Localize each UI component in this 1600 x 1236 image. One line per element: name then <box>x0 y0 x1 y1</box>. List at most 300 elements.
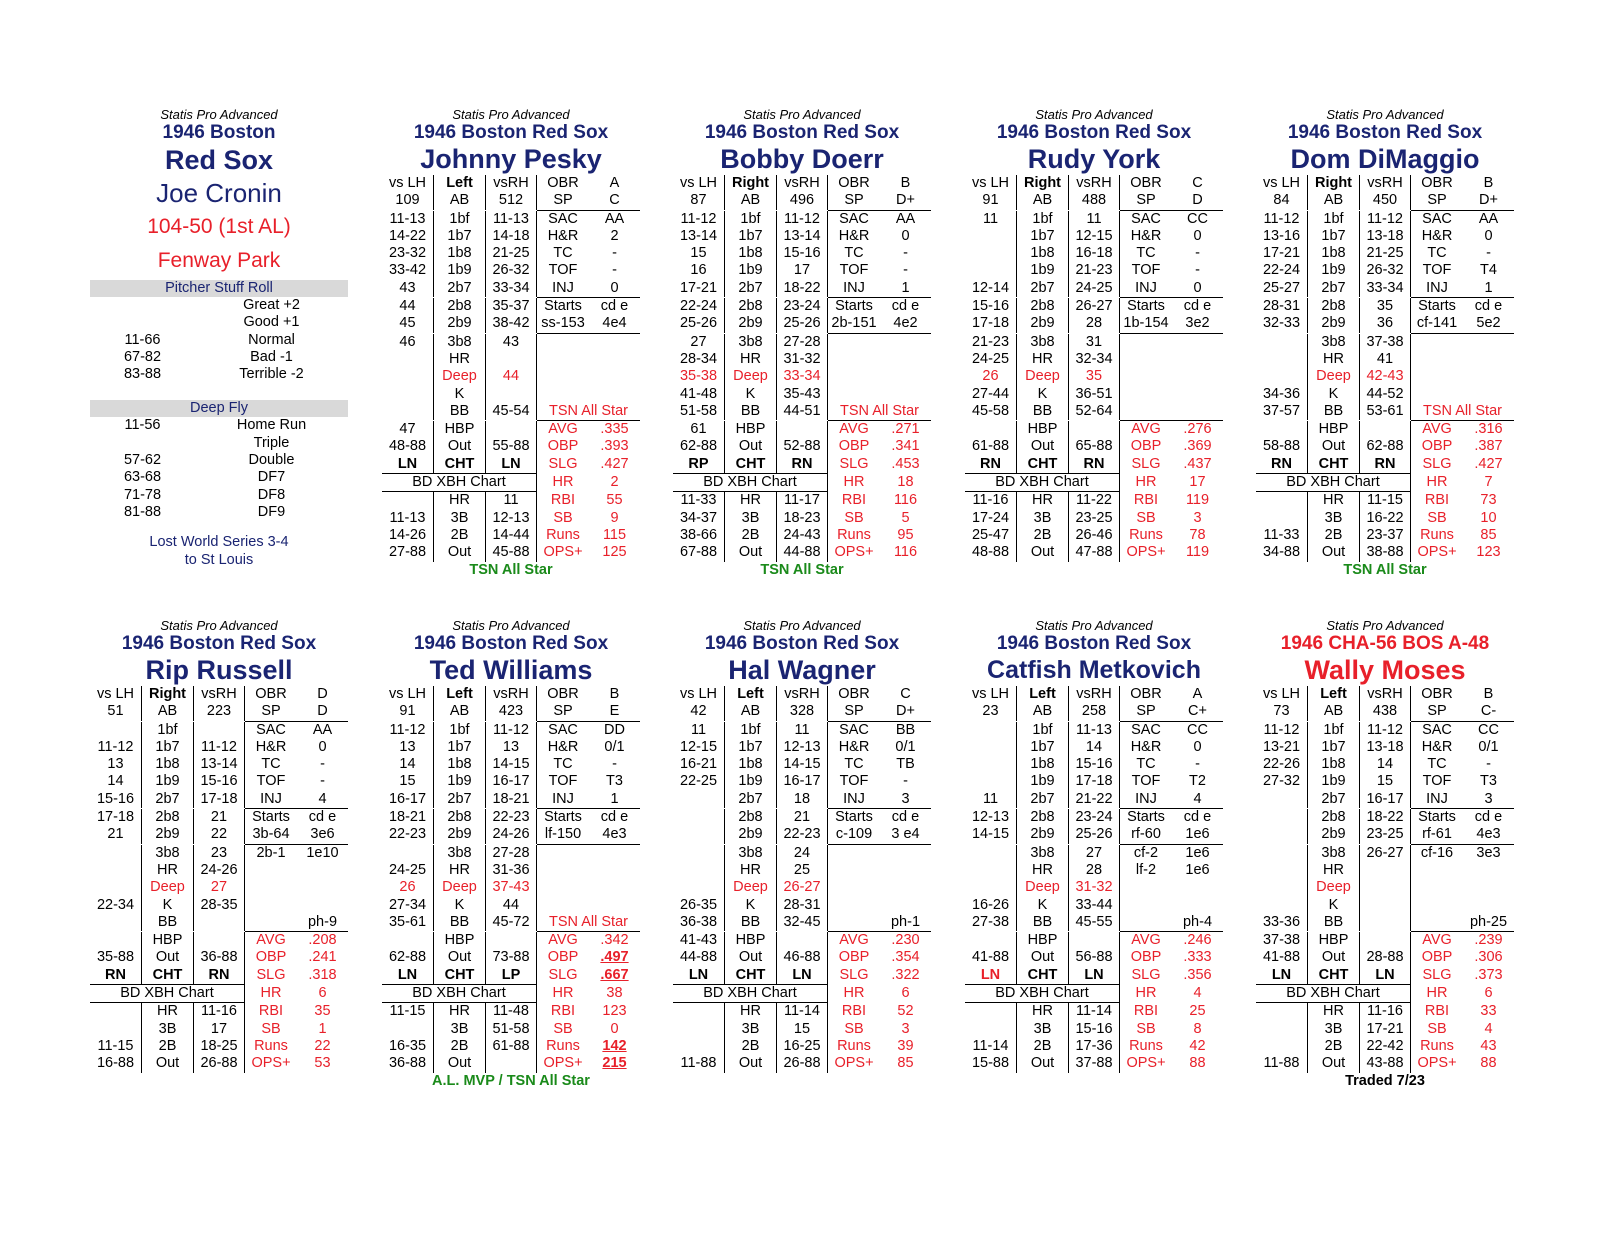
result-label: Out <box>434 544 486 561</box>
lh-range: 25-27 <box>1256 280 1308 297</box>
stat-label: SP <box>245 703 297 721</box>
result-label: 1b9 <box>1017 773 1069 790</box>
lh-range: RN <box>90 967 142 985</box>
rh-range: 38-42 <box>486 315 537 332</box>
result-label: K <box>1308 386 1360 403</box>
stat-value: .427 <box>1474 455 1503 472</box>
result-label: 3B <box>725 510 777 527</box>
lh-range <box>965 932 1017 949</box>
result-label: HR <box>1308 351 1360 368</box>
stat-value <box>880 351 931 368</box>
stat-label: H&R <box>838 227 870 244</box>
rh-range: 36-51 <box>1069 386 1120 403</box>
result-label: Deep <box>434 368 486 385</box>
lh-range: 41-43 <box>673 932 725 949</box>
lh-range <box>673 845 725 862</box>
stat-value: A <box>1192 686 1203 702</box>
stat-value <box>880 368 931 385</box>
card-footer: TSN All Star <box>760 561 844 578</box>
result-label: Out <box>1308 544 1360 561</box>
lh-range: 84 <box>1256 192 1308 209</box>
stat-value: - <box>320 756 325 773</box>
roll-result: Normal <box>248 331 295 348</box>
result-label: BB <box>725 914 777 931</box>
lh-range <box>382 351 434 368</box>
rh-range: 496 <box>777 192 828 209</box>
stat-value: 85 <box>897 1055 914 1072</box>
stat-value: 17 <box>1189 474 1206 491</box>
lh-range: LN <box>382 456 434 474</box>
stat-value: .316 <box>1474 421 1503 438</box>
rh-range: 15 <box>777 1021 828 1038</box>
lh-range: 16-21 <box>673 756 725 773</box>
rh-range: 46-88 <box>777 949 828 966</box>
rh-range: 21-25 <box>1360 245 1411 262</box>
stat-value: 22 <box>314 1037 331 1054</box>
lh-range: 25-47 <box>965 527 1017 544</box>
rh-range: 14-15 <box>486 756 537 773</box>
lh-range: 22-26 <box>1256 756 1308 773</box>
result-label: 2b9 <box>142 826 194 843</box>
lh-range: 42 <box>673 703 725 720</box>
stat-label: SAC <box>548 721 578 738</box>
stat-value <box>589 862 640 879</box>
lh-range: 14-22 <box>382 228 434 245</box>
lh-range: 21 <box>90 826 142 843</box>
result-label: Right <box>725 175 777 192</box>
lh-range: 15 <box>673 245 725 262</box>
stat-value: .342 <box>600 932 629 949</box>
stat-label: Starts <box>1418 809 1456 826</box>
stat-value: .369 <box>1183 438 1212 455</box>
lh-range: 51-58 <box>673 403 725 420</box>
lh-range: 35-38 <box>673 368 725 385</box>
result-label: 3B <box>1308 1021 1360 1038</box>
stat-label: 1b-154 <box>1120 315 1172 333</box>
lh-range: LN <box>1256 967 1308 985</box>
stat-label <box>828 368 880 385</box>
roll-range <box>90 435 195 452</box>
stat-label: SAC <box>839 721 869 738</box>
rh-range: 21 <box>194 809 245 826</box>
stat-grid <box>382 686 640 1073</box>
rh-range: RN <box>1360 456 1411 474</box>
rh-range: 17 <box>777 262 828 279</box>
lh-range: 14 <box>90 773 142 790</box>
stat-label: HR <box>552 474 574 491</box>
result-label: Out <box>1017 544 1069 561</box>
stat-label: c-109 <box>828 826 880 844</box>
result-label: Left <box>1017 686 1069 703</box>
stat-label <box>1120 879 1172 896</box>
roll-result: DF7 <box>257 469 286 486</box>
lh-range: 24-25 <box>965 351 1017 368</box>
stat-label: TOF <box>1131 773 1161 790</box>
result-label: K <box>725 386 777 403</box>
result-label: Out <box>142 1055 194 1072</box>
result-label: 3B <box>434 1021 486 1038</box>
result-label: 3b8 <box>1308 845 1360 862</box>
lh-range <box>965 245 1017 262</box>
result-label: Out <box>725 1055 777 1072</box>
player-card-williams <box>382 618 640 1090</box>
stat-label: OBR <box>1130 686 1162 702</box>
lh-range: vs LH <box>673 175 725 192</box>
stat-label <box>537 862 589 879</box>
stat-label: SP <box>537 703 589 721</box>
lh-range <box>673 862 725 879</box>
lh-range: 11 <box>965 211 1017 228</box>
lh-range <box>673 791 725 808</box>
result-label: Out <box>725 949 777 966</box>
lh-range: 17-24 <box>965 510 1017 527</box>
result-label: 2b7 <box>1308 791 1360 808</box>
rh-range <box>1360 879 1411 896</box>
stat-label: OBP <box>547 949 579 966</box>
rh-range: 488 <box>1069 192 1120 209</box>
stat-label: OPS+ <box>1417 544 1457 561</box>
result-label: HR <box>434 1003 486 1020</box>
player-card-dimaggio <box>1256 107 1514 579</box>
stat-label <box>1120 403 1172 421</box>
result-label: Out <box>1308 949 1360 966</box>
stat-value: .208 <box>308 932 337 949</box>
stat-label: OPS+ <box>1417 1055 1457 1072</box>
card-header: Statis Pro Advanced <box>1326 107 1444 122</box>
card-header: Statis Pro Advanced <box>160 618 278 633</box>
lh-range: 37-57 <box>1256 403 1308 420</box>
card-footer: TSN All Star <box>1343 561 1427 578</box>
result-label: 1b7 <box>725 228 777 245</box>
rh-range: 26-32 <box>486 262 537 279</box>
stat-label: Starts <box>252 809 290 826</box>
rh-range: 12-15 <box>1069 228 1120 245</box>
result-label: AB <box>1308 192 1360 209</box>
result-label: HBP <box>1017 932 1069 949</box>
lh-range <box>1256 1003 1308 1020</box>
lh-range <box>382 403 434 420</box>
player-name: Catfish Metkovich <box>987 656 1201 684</box>
lh-range: 15-88 <box>965 1055 1017 1072</box>
stat-label: SB <box>553 1020 573 1037</box>
lh-range: vs LH <box>1256 175 1308 192</box>
lh-range <box>1256 809 1308 826</box>
lh-range: 61-88 <box>965 438 1017 455</box>
stat-label: H&R <box>255 738 287 755</box>
stat-value: cd e <box>1183 809 1212 826</box>
stat-label: TC <box>1427 756 1447 773</box>
result-label: 3B <box>1017 510 1069 527</box>
rh-range: 23-24 <box>777 298 828 315</box>
result-label: AB <box>725 703 777 720</box>
world-series-line2: to St Louis <box>184 552 254 569</box>
lh-range: 14 <box>382 756 434 773</box>
result-label: 3b8 <box>725 845 777 862</box>
result-label: 1bf <box>142 722 194 739</box>
team-name: 1946 Boston Red Sox <box>121 633 317 654</box>
stat-label: TC <box>844 245 864 262</box>
result-label: AB <box>434 192 486 209</box>
result-label: 1b7 <box>1308 228 1360 245</box>
lh-range: 27 <box>673 334 725 351</box>
player-card-metkovich <box>965 618 1223 1073</box>
stat-value: 1 <box>318 1020 327 1037</box>
stat-value: 0 <box>318 738 327 755</box>
rh-range: 32-45 <box>777 914 828 931</box>
stat-value: cd e <box>1474 298 1503 315</box>
lh-range <box>673 879 725 896</box>
lh-range: 22-23 <box>382 826 434 843</box>
rh-range: 55-88 <box>486 438 537 455</box>
rh-range: 27-28 <box>777 334 828 351</box>
stat-label: 2b-151 <box>828 315 880 333</box>
rh-range: 45-55 <box>1069 914 1120 931</box>
rh-range <box>1069 421 1120 438</box>
stat-label: cf-2 <box>1133 844 1159 861</box>
stat-label: SLG <box>1422 966 1452 983</box>
rh-range: 44-52 <box>1360 386 1411 403</box>
lh-range: vs LH <box>965 175 1017 192</box>
rh-range <box>777 932 828 949</box>
result-label: 1b9 <box>1308 262 1360 279</box>
rh-range: 11-14 <box>777 1003 828 1020</box>
result-label: AB <box>434 703 486 720</box>
result-label: 3b8 <box>142 845 194 862</box>
lh-range: 13 <box>382 739 434 756</box>
rh-range: 22-23 <box>777 826 828 843</box>
stat-label: RBI <box>258 1003 284 1020</box>
roll-result: Great +2 <box>243 297 300 313</box>
deep-fly-row <box>90 487 348 504</box>
lh-range: 12-14 <box>965 280 1017 297</box>
stat-value <box>880 845 931 862</box>
stat-value: 4e3 <box>1463 826 1514 844</box>
result-label: HBP <box>1308 421 1360 438</box>
result-label: Out <box>434 949 486 966</box>
result-label: BB <box>1308 403 1360 420</box>
lh-range: 11-33 <box>1256 527 1308 544</box>
stat-label <box>828 386 880 403</box>
rh-range <box>1360 862 1411 879</box>
result-label: HR <box>434 351 486 368</box>
lh-range: 18-21 <box>382 809 434 826</box>
stat-value: 215 <box>602 1055 627 1072</box>
rh-range: 11-16 <box>1360 1003 1411 1020</box>
lh-range <box>1256 791 1308 808</box>
rh-range <box>486 1055 537 1072</box>
lh-range: 11-15 <box>90 1038 142 1055</box>
rh-range: 11-14 <box>1069 1003 1120 1020</box>
rh-range: vsRH <box>777 175 828 192</box>
team-name: 1946 Boston Red Sox <box>996 122 1192 143</box>
player-card-russell <box>90 618 348 1073</box>
stat-label: SB <box>1136 1020 1156 1037</box>
stat-value: 6 <box>901 985 910 1002</box>
stat-label: OBP <box>547 438 579 455</box>
rh-range <box>1360 897 1411 914</box>
stat-label: rf-60 <box>1120 826 1172 844</box>
rh-range: 27 <box>1069 845 1120 862</box>
rh-range: RN <box>1069 456 1120 474</box>
lh-range: 22-24 <box>673 298 725 315</box>
stat-value: 9 <box>610 509 619 526</box>
lh-range: 91 <box>965 192 1017 209</box>
stat-grid <box>90 686 348 1073</box>
card-footer: Traded 7/23 <box>1345 1072 1425 1089</box>
stat-label: OBR <box>1421 686 1453 702</box>
stat-label: TOF <box>1422 773 1452 790</box>
result-label: CHT <box>725 456 777 474</box>
stat-label <box>245 897 297 914</box>
stat-value: 52 <box>897 1003 914 1020</box>
result-label: K <box>434 897 486 914</box>
stat-value <box>1463 351 1514 368</box>
result-label: HBP <box>1017 421 1069 438</box>
stat-value: ph-25 <box>1463 914 1514 932</box>
rh-range: 24-25 <box>1069 280 1120 297</box>
stat-value: CC <box>1187 721 1208 738</box>
lh-range: 62-88 <box>382 949 434 966</box>
result-label: 1b8 <box>1017 756 1069 773</box>
deep-fly-row <box>90 452 348 469</box>
lh-range: 38-66 <box>673 527 725 544</box>
stat-value: 2 <box>610 474 619 491</box>
stat-label: SAC <box>256 721 286 738</box>
stat-label: INJ <box>1411 791 1463 809</box>
rh-range: 28-31 <box>777 897 828 914</box>
lh-range <box>1256 368 1308 385</box>
stat-grid <box>965 686 1223 1073</box>
roll-range: 67-82 <box>123 348 162 365</box>
stat-value: .230 <box>891 932 920 949</box>
stat-value <box>880 897 931 914</box>
stat-label <box>245 914 297 932</box>
roll-range: 71-78 <box>123 486 162 503</box>
rh-range: 28 <box>1069 315 1120 332</box>
stat-label: SP <box>1120 703 1172 721</box>
stat-label <box>1411 351 1463 368</box>
stat-value: - <box>1195 756 1200 773</box>
stat-label <box>1120 897 1172 914</box>
lh-range: 15-16 <box>90 791 142 808</box>
result-label: K <box>1017 897 1069 914</box>
lh-range <box>965 421 1017 438</box>
stat-label: TSN All Star <box>828 403 931 421</box>
stat-value <box>1172 351 1223 368</box>
rh-range: vsRH <box>486 686 537 703</box>
stat-label: AVG <box>1131 421 1161 438</box>
stat-label: Starts <box>1127 809 1165 826</box>
stat-value: cd e <box>600 809 629 826</box>
stat-value: - <box>1195 245 1200 262</box>
rh-range: 24-26 <box>486 826 537 843</box>
result-label: BB <box>434 914 486 931</box>
stat-label: AVG <box>1422 932 1452 949</box>
stat-value: cd e <box>891 298 920 315</box>
result-label: 3b8 <box>434 334 486 351</box>
stat-value <box>297 879 348 896</box>
stat-label: SB <box>844 509 864 526</box>
xbh-chart-title: BD XBH Chart <box>965 474 1120 492</box>
rh-range: 11 <box>777 722 828 739</box>
stat-label: lf-150 <box>537 826 589 844</box>
stat-label: Runs <box>1420 1037 1454 1054</box>
result-label: 2b8 <box>1017 809 1069 826</box>
rh-range: RN <box>777 456 828 474</box>
stat-value: 4e2 <box>880 315 931 333</box>
result-label: 2b7 <box>434 280 486 297</box>
result-label: Out <box>434 438 486 455</box>
result-label: 1b7 <box>1017 228 1069 245</box>
result-label: K <box>434 386 486 403</box>
result-label: 2b9 <box>434 315 486 332</box>
lh-range <box>1256 1021 1308 1038</box>
pitcher-roll-row <box>90 314 348 331</box>
result-label: 2b7 <box>1017 791 1069 808</box>
result-label: Out <box>1017 438 1069 455</box>
stat-label: SB <box>1136 509 1156 526</box>
result-label: 1bf <box>1017 722 1069 739</box>
stat-value: D+ <box>880 192 931 210</box>
rh-range: 16-17 <box>777 773 828 790</box>
rh-range: LN <box>486 456 537 474</box>
stat-value: - <box>1195 262 1200 279</box>
result-label: 2b9 <box>1017 826 1069 843</box>
stat-value: 88 <box>1480 1055 1497 1072</box>
player-card-doerr <box>673 107 931 579</box>
stat-value <box>1463 334 1514 351</box>
stat-value: 1e6 <box>1185 861 1210 878</box>
stat-value: B <box>1483 175 1494 191</box>
stat-value: D <box>297 703 348 721</box>
lh-range <box>1256 897 1308 914</box>
rh-range: 11-12 <box>1360 211 1411 228</box>
result-label: 2b9 <box>725 315 777 332</box>
rh-range: 223 <box>194 703 245 720</box>
rh-range: 14 <box>1069 739 1120 756</box>
lh-range: 15-16 <box>965 298 1017 315</box>
lh-range <box>965 228 1017 245</box>
result-label: 1b7 <box>1308 739 1360 756</box>
stat-label: OPS+ <box>1126 544 1166 561</box>
pitcher-roll-table <box>90 297 348 383</box>
stat-value: B <box>609 686 620 702</box>
stat-label: HR <box>1426 985 1448 1002</box>
result-label: Right <box>1308 175 1360 192</box>
result-label: AB <box>1017 192 1069 209</box>
stat-label: ss-153 <box>537 315 589 333</box>
team-name: 1946 Boston Red Sox <box>704 122 900 143</box>
rh-range <box>486 421 537 438</box>
lh-range: 27-88 <box>382 544 434 561</box>
lh-range: 33-36 <box>1256 914 1308 931</box>
lh-range: 34-37 <box>673 510 725 527</box>
lh-range: 17-21 <box>673 280 725 297</box>
lh-range: 22-34 <box>90 897 142 914</box>
rh-range: 36 <box>1360 315 1411 332</box>
stat-label <box>828 862 880 879</box>
stat-label: OPS+ <box>834 544 874 561</box>
stat-label: Runs <box>254 1037 288 1054</box>
lh-range: 34-88 <box>1256 544 1308 561</box>
lh-range: 11 <box>965 791 1017 808</box>
rh-range: 18-22 <box>777 280 828 297</box>
lh-range: 23-32 <box>382 245 434 262</box>
card-header: Statis Pro Advanced <box>743 618 861 633</box>
result-label: 1b8 <box>1308 245 1360 262</box>
stat-value <box>1172 403 1223 421</box>
rh-range: 36-88 <box>194 949 245 966</box>
